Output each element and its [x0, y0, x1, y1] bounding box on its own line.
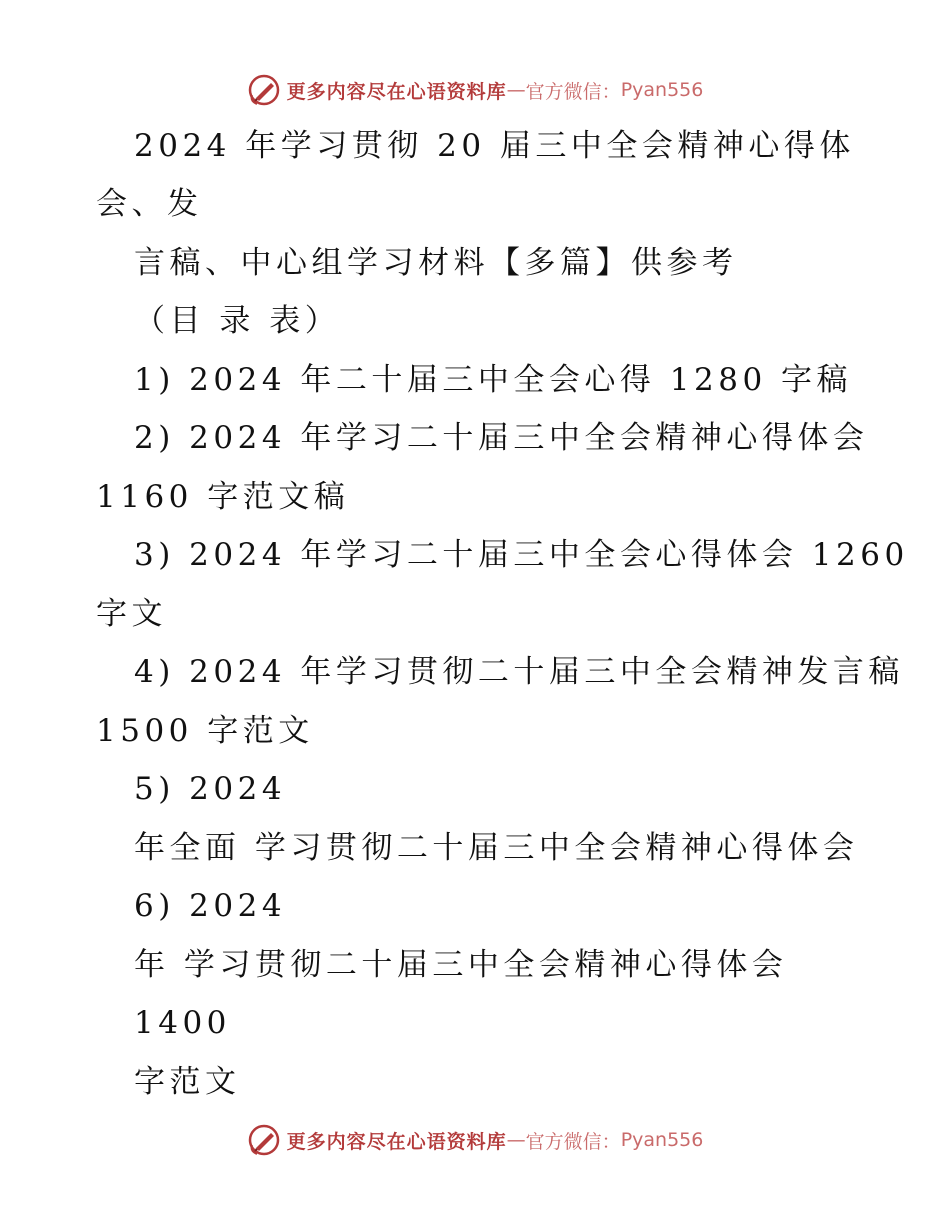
toc-item-2: 2) 2024 年学习二十届三中全会精神心得体会 [134, 420, 869, 456]
title-line-1: 2024 年学习贯彻 20 届三中全会精神心得体 [134, 128, 855, 164]
header-watermark [0, 70, 950, 110]
toc-item-1: 1) 2024 年二十届三中全会心得 1280 字稿 [134, 362, 853, 398]
watermark-separator: — [506, 1129, 526, 1151]
toc-item-3: 3) 2024 年学习二十届三中全会心得体会 1260 [134, 537, 909, 573]
watermark-main-text: 更多内容尽在心语资料库 [286, 1130, 507, 1153]
toc-item-6-suffix: 字范文 [134, 1064, 241, 1100]
title-line-2: 会、发 [96, 186, 203, 222]
toc-item-2-cont: 1160 字范文稿 [96, 479, 350, 515]
pen-seal-icon [247, 73, 281, 107]
toc-item-6-cont: 年 学习贯彻二十届三中全会精神心得体会 [134, 947, 788, 983]
footer-watermark [0, 1120, 950, 1160]
toc-item-5: 5) 2024 [134, 771, 287, 807]
watermark-separator: — [506, 79, 526, 101]
watermark-wechat-id: Pyan556 [620, 79, 704, 101]
toc-heading: （目 录 表） [134, 303, 341, 339]
toc-item-4-cont: 1500 字范文 [96, 713, 314, 749]
pen-seal-icon [247, 1123, 281, 1157]
title-line-3: 言稿、中心组学习材料【多篇】供参考 [134, 245, 738, 281]
toc-item-5-cont: 年全面 学习贯彻二十届三中全会精神心得体会 [134, 830, 859, 866]
watermark-main-text: 更多内容尽在心语资料库 [286, 80, 507, 103]
toc-item-6: 6) 2024 [134, 888, 287, 924]
toc-item-3-cont: 字文 [96, 596, 167, 632]
watermark-sub-text: 官方微信： [525, 1130, 621, 1153]
watermark-wechat-id: Pyan556 [620, 1129, 704, 1151]
watermark-sub-text: 官方微信： [525, 80, 621, 103]
toc-item-6-count: 1400 [134, 1005, 231, 1041]
toc-item-4: 4) 2024 年学习贯彻二十届三中全会精神发言稿 [134, 654, 904, 690]
